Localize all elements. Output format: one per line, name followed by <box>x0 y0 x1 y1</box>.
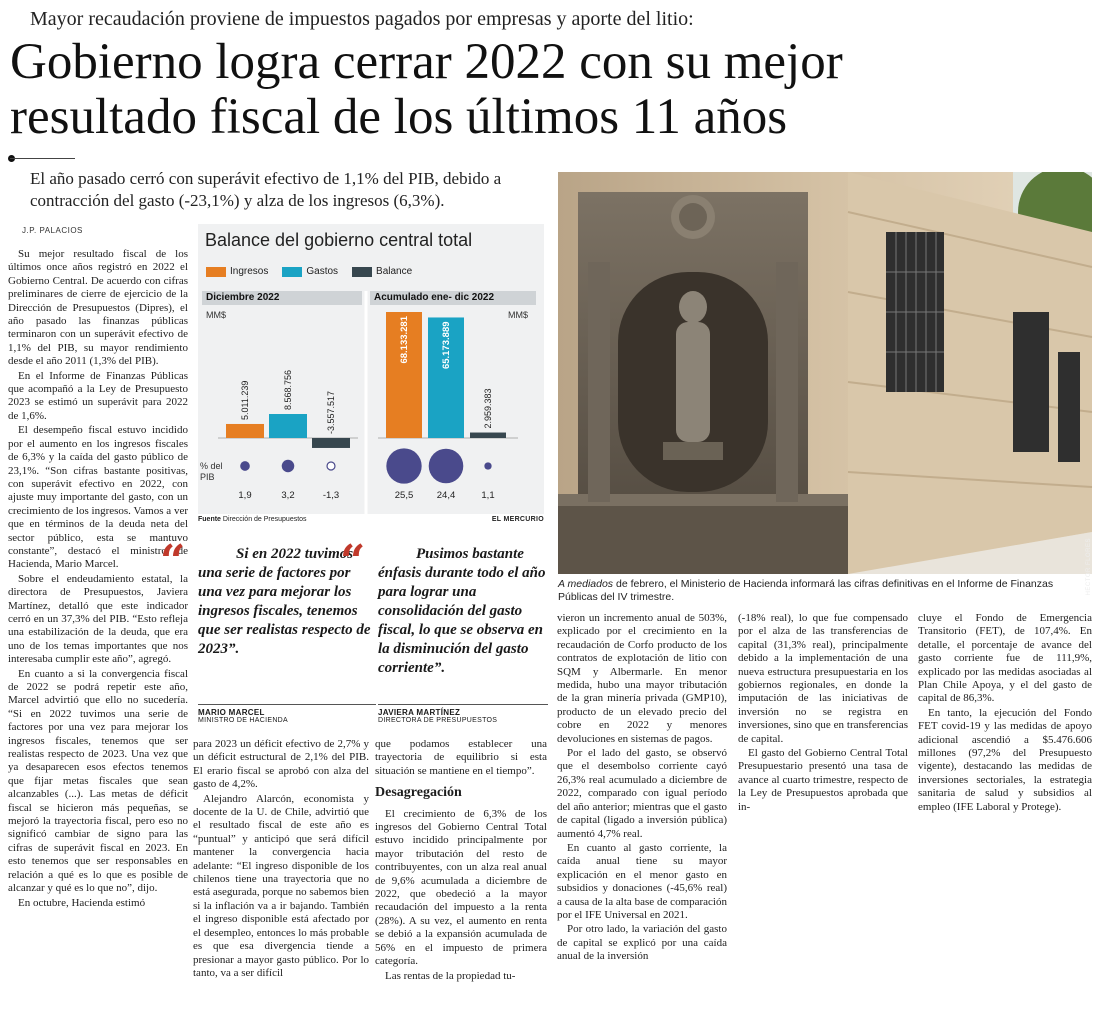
chart-brand: EL MERCURIO <box>491 516 544 523</box>
quote-name: MARIO MARCEL <box>198 708 265 717</box>
paragraph: El gasto del Gobierno Central Total Presupuestario presentó una tasa de avance al cuarto trimestre, respecto de la Ley de Presupuestos aprobada que in- <box>738 747 908 813</box>
chart-source <box>198 516 307 523</box>
headline-line-2: resultado fiscal de los últimos 11 años <box>10 89 788 145</box>
paragraph: En cuanto a si la convergencia fiscal de 2022 se podrá repetir este año, Marcel advirtió que ello no sucedería. “Si en 2022 tuvimos una serie de factores por una vez para mejorar los ingresos fiscales, tenemos que ser realistas respecto de 2023. Una vez que ya desaparecen esos efectos tenemos que fijar metas fiscales que sean alcanzables (...). Las metas de déficit fiscal se hicieron más pequeñas, se mejoró la trayectoria fiscal, pero eso no significó cambiar de signo para las cifras de superávit fiscal en 2023. En esto tenemos que ser responsables en relación a qué es lo que es posible de alcanzar y qué es lo que no”, dijo. <box>8 667 188 895</box>
subhead: El año pasado cerró con superávit efectivo de 1,1% del PIB, debido a contracción del gasto (-23,1%) y alza de los ingresos (6,3%). <box>30 169 502 210</box>
bar <box>226 424 264 438</box>
quote-mark-icon: “ <box>340 536 366 587</box>
paragraph: El desempeño fiscal estuvo incidido por el aumento en los ingresos fiscales de 6,3% y la caída del gasto público de 23,1%. “Son cifras bastante positivas, con superávit efectivo en 2022, con ajuste muy importante del gasto, con un crecimiento de los ingresos. Vamos a ver que en términos de la deuda neta del sector público, esta se mantuvo constante”, destacó el ministro de Hacienda, Mario Marcel. <box>8 424 188 571</box>
paragraph: Por el lado del gasto, se observó que el desembolso corriente cayó 26,3% real acumulado a diciembre de 2022, comparado con igual período del año anterior; mientras que el gasto de capital (ligado a inversión pública) aumentó 4,7% real. <box>557 747 727 840</box>
quote-rule <box>378 704 548 705</box>
caption-lead: A mediados <box>558 578 614 590</box>
quote-body: Pusimos bastante énfasis durante todo el año para lograr una consolidación del gasto fiscal, lo que se observa en la disminución del gasto corriente”. <box>378 546 546 676</box>
column-3 <box>375 738 547 1023</box>
byline: J.P. PALACIOS <box>22 226 83 235</box>
pib-value-label: 3,2 <box>281 490 295 501</box>
pib-label <box>200 461 223 483</box>
chart-group-label-acum: Acumulado ene- dic 2022 <box>370 291 536 305</box>
quote-body: Si en 2022 tuvimos una serie de factores por una vez para mejorar los ingresos fiscales, tenemos que ser realistas respecto de 2023”. <box>198 546 371 657</box>
paragraph: El crecimiento de 6,3% de los ingresos del Gobierno Central Total estuvo incidido principalmente por mayor tributación del resto de contribuyentes, con un alza real anual de 9,6% acumulada a diciembre de 2022, que obedeció a la mayor recaudación del impuesto a la renta (28%). A su vez, el aumento en renta se debió a la expansión acumulada de 56% en el impuesto de primera categoría. <box>375 807 547 968</box>
pib-value-label: 1,9 <box>238 490 252 501</box>
paragraph: (-18% real), lo que fue compensado por el alza de las transferencias de capital (31,3% real), principalmente debido a la implementación de una nueva estructura presupuestaria en los gobiernos regionales, en donde la imputación de las iniciativas de inversión no se registra en inversiones, sino que en transferencias de capital. <box>738 612 908 745</box>
paragraph: En el Informe de Finanzas Públicas que acompañó a la Ley de Presupuesto 2023 se estimó un superávit para 2022 de 1,6%. <box>8 369 188 422</box>
paragraph: que podamos establecer una trayectoria de equilibrio si esta situación se mantiene en el tiempo”. <box>375 738 547 777</box>
pib-value-label: 1,1 <box>481 490 495 501</box>
paragraph: Su mejor resultado fiscal de los últimos once años registró en 2022 el Gobierno Central. De acuerdo con cifras preliminares de cierre de ejercicio de la Dirección de Presupuestos (Dipres), el año pasado las finanzas públicas terminaron con un superávit efectivo de 1,1% del PIB, su mayor rendimiento desde el año 2011 (1,3% del PIB). <box>8 248 188 368</box>
photo-credit: HÉCTOR FLORES <box>1086 538 1092 596</box>
quote-mark-icon: “ <box>160 536 186 587</box>
headline-line-1: Gobierno logra cerrar 2022 con su mejor <box>10 34 843 90</box>
paragraph: En tanto, la ejecución del Fondo FET covid-19 y las medidas de apoyo adicional ascendió a $5.476.606 millones (97,2% del Presupuesto vigente), destacando las medidas de inversiones sectoriales, la estrategia sanitaria de salud y subsidios al empleo (IFE Laboral y Protege). <box>918 706 1092 813</box>
quote-attribution-1 <box>198 704 376 724</box>
paragraph: Sobre el endeudamiento estatal, la directora de Presupuestos, Javiera Martínez, detalló que este indicador cerró en un 37,3% del PIB. “Esto refleja una estabilización de la deuda, que era uno de los temas importantes que nos interesaba cumplir este año”, agregó. <box>8 572 188 666</box>
building-photo <box>558 172 1092 574</box>
quote-attribution-2 <box>378 704 548 724</box>
chart-plot <box>198 224 544 514</box>
divider <box>10 158 75 159</box>
bar-value-label: 68.133.281 <box>399 316 410 364</box>
column-5 <box>738 612 908 1023</box>
bar-value-label: 65.173.889 <box>441 321 452 370</box>
column-1 <box>8 248 188 1023</box>
pib-label-line-2: PIB <box>200 472 215 482</box>
bar-value-label: -3.557.517 <box>326 390 336 434</box>
photo-caption <box>558 578 1092 604</box>
caption-text: de febrero, el Ministerio de Hacienda informará las cifras definitivas en el Informe de Finanzas Públicas del IV trimestre. <box>558 578 1054 603</box>
legend-label: Gastos <box>306 266 339 277</box>
bar-value-label: 5.011.239 <box>240 380 250 420</box>
paragraph: En octubre, Hacienda estimó <box>18 896 146 909</box>
quote-role: MINISTRO DE HACIENDA <box>198 717 289 724</box>
source-text: Dirección de Presupuestos <box>222 516 307 523</box>
quote-rule <box>198 704 376 705</box>
quote-text <box>340 536 550 678</box>
paragraph: Alejandro Alarcón, economista y docente de la U. de Chile, advirtió que el resultado fiscal de este año es “puntual” y anticipó que será difícil mantener la convergencia hacia adelante: “El ingreso disponible de los chilenos tiene una trayectoria que no está asegurada, porque no sabemos bien si la inflación va a ir bajando. También el ingreso disponible está afectado por el desempleo, entonces lo más probable es que esa divergencia tiende a presionar a mayor gasto público. Por lo tanto, va a ser difícil <box>193 792 369 979</box>
legend-label: Balance <box>376 266 413 277</box>
pib-value-label: 24,4 <box>436 490 456 501</box>
bar <box>470 433 506 438</box>
kicker: Mayor recaudación proviene de impuestos pagados por empresas y aporte del litio: <box>30 8 694 30</box>
balance-chart <box>198 224 544 529</box>
pib-bubble <box>282 460 295 473</box>
photo-illustration <box>558 172 1092 574</box>
bar <box>312 438 350 448</box>
chart-title: Balance del gobierno central total <box>205 230 473 250</box>
pib-value-label: -1,3 <box>322 490 340 501</box>
paragraph: Por otro lado, la variación del gasto de capital se explicó por una caída anual de la inversión <box>557 923 727 963</box>
bar-value-label: 2.959.383 <box>483 388 493 429</box>
pib-label-line-1: % del <box>200 461 223 471</box>
paragraph: cluye el Fondo de Emergencia Transitorio (FET), de 107,4%. En detalle, el porcentaje de avance del gasto corriente fue de 111,9%, explicado por las medidas asociadas al Plan Chile Apoya, y el del gasto de capital de 86,3%. <box>918 612 1092 705</box>
bar-value-label: 8.568.756 <box>283 369 293 411</box>
source-label: Fuente <box>198 516 221 523</box>
headline <box>10 35 1090 145</box>
quote-name: JAVIERA MARTÍNEZ <box>378 708 461 717</box>
chart-group-label-dec: Diciembre 2022 <box>202 291 362 305</box>
pib-bubble <box>429 449 464 484</box>
column-2 <box>193 738 369 1023</box>
legend-label: Ingresos <box>230 266 269 277</box>
pull-quote-2 <box>340 536 550 678</box>
unit-label: MM$ <box>206 310 226 320</box>
column-4 <box>557 612 727 1023</box>
pib-value-label: 25,5 <box>394 490 414 501</box>
pib-bubble <box>484 462 491 469</box>
paragraph: vieron un incremento anual de 503%, explicado por el crecimiento en la recaudación de Corfo producto de los contratos de explotación de litio con SQM y Albermarle. En menor medida, hubo una mayor tributación de la gran minería privada (GMP10), producto de un elevado precio del cobre en 2022 y menores devoluciones en sistemas de pagos. <box>557 612 727 745</box>
paragraph: En cuanto al gasto corriente, la caída anual tiene su mayor explicación en el menor gasto en subsidios y donaciones (-45,6% real) a causa de la alta base de comparación por el IFE Universal en 2021. <box>557 841 727 921</box>
pib-bubble <box>327 462 335 470</box>
pib-bubble <box>386 448 421 483</box>
bar <box>269 414 307 438</box>
paragraph: para 2023 un déficit efectivo de 2,7% y un déficit estructural de 2,1% del PIB. El erario fiscal se aprobó con alza del gasto de 4,2%. <box>193 738 369 791</box>
pib-bubble <box>240 461 250 471</box>
paragraph: Las rentas de la propiedad tu- <box>385 969 516 982</box>
column-6 <box>918 612 1092 1023</box>
section-heading: Desagregación <box>375 785 462 801</box>
quote-role: DIRECTORA DE PRESUPUESTOS <box>378 717 498 724</box>
unit-label: MM$ <box>508 310 528 320</box>
